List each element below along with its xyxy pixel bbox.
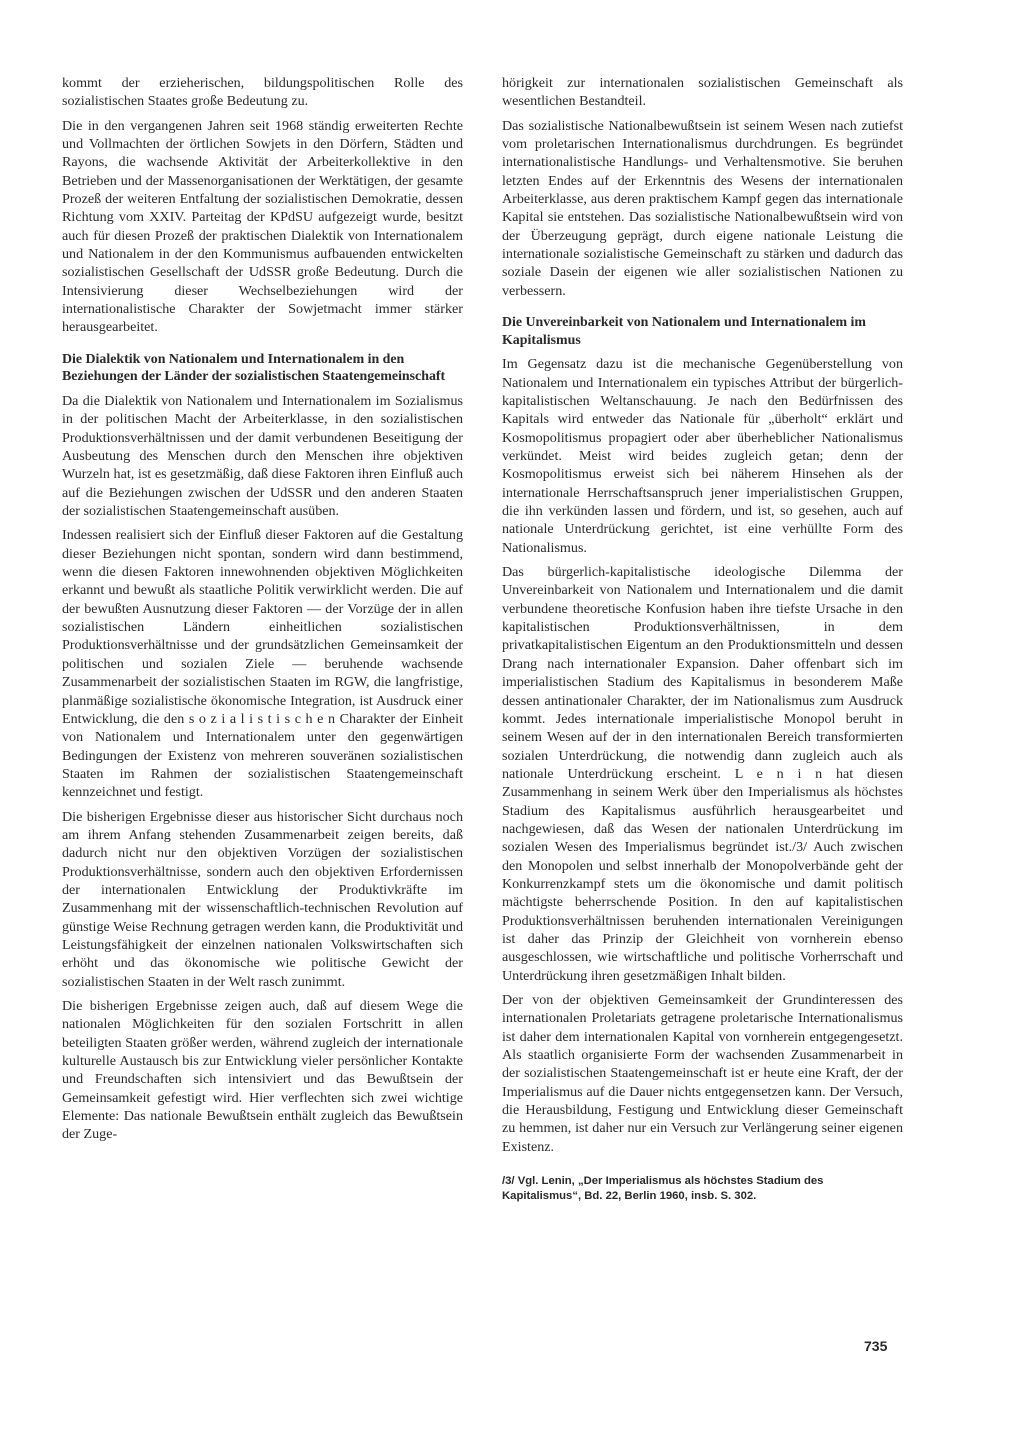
paragraph: Das sozialistische Nationalbewußtsein ist seinem Wesen nach zutiefst vom proletarischen Internationalismus durchdrungen. Es begründet internationalistische Handlungs- und Verhaltensmotive. Sie beruhen letzten Endes auf der Erkenntnis des Wesens der internationalen Arbeiterklasse, aus deren praktischem Kampf gegen das internationale Kapital sie entstehen. Das sozialistische Nationalbewußtsein wird von der Überzeugung geprägt, durch eigene nationale Leistung die internationale sozialistische Gemeinschaft zu stärken und dadurch das soziale Dasein der eigenen wie aller sozialistischen Nationen zu verbessern. [502, 117, 903, 299]
paragraph: Die bisherigen Ergebnisse dieser aus historischer Sicht durchaus noch am ihrem Anfang stehenden Zusammenarbeit zeigen bereits, daß dadurch nicht nur den objektiven Vorzügen der sozialistischen Produktionsverhältnisse, sondern auch den objektiven Erfordernissen der internationalen Entwicklung der Produktivkräfte im Zusammenhang mit der wissenschaftlich-technischen Revolution auf günstige Weise Rechnung getragen werden kann, die Produktivität und Leistungsfähigkeit der einzelnen nationalen Volkswirtschaften sich erhöht und das ökonomische wie politische Gewicht der sozialistischen Staaten in der Welt rasch zunimmt. [62, 808, 463, 990]
paragraph: Da die Dialektik von Nationalem und Internationalem im Sozialismus in der politischen Macht der Arbeiterklasse, in den sozialistischen Produktionsverhältnissen und der damit verbundenen Beseitigung der Ausbeutung des Menschen durch den Menschen ihre objektiven Wurzeln hat, ist es gesetzmäßig, daß diese Faktoren ihren Einfluß auch auf die Beziehungen zwischen der UdSSR und den anderen Staaten der sozialistischen Staatengemeinschaft ausüben. [62, 393, 463, 520]
section-heading: Die Unvereinbarkeit von Nationalem und Internationalem im Kapitalismus [502, 315, 866, 348]
paragraph: Das bürgerlich-kapitalistische ideologische Dilemma der Unvereinbarkeit von Nationalem und Internationalem und die damit verbundene theoretische Konfusion haben ihre tiefste Ursache in den kapitalistischen Produktionsverhältnissen, in dem privatkapitalistischen Eigentum an den Produktionsmitteln und dessen Drang nach internationaler Expansion. Daher offenbart sich im imperialistischen Stadium des Kapitalismus in besonderem Maße dessen antinationaler Charakter, der im Nationalismus zum Ausdruck kommt. Jedes internationale imperialistische Monopol beruht in seinem Wesen auf der in den internationalen Bereich transformierten sozialen Unterdrückung, die notwendig dann zugleich auch als nationale Unterdrückung erscheint. L e n i n hat diesen Zusammenhang in seinem Werk über den Imperialismus als höchstes Stadium des Kapitalismus ausführlich herausgearbeitet und nachgewiesen, daß das Wesen der nationalen Unterdrückung im sozialen Wesen des Imperialismus begründet ist./3/ Auch zwischen den Monopolen und selbst innerhalb der Monopolverbände geht der Konkurrenzkampf stets um die ökonomische und damit politisch mächtigste beherrschende Position. In den auf kapitalistischen Produktionsverhältnissen beruhenden internationalen Vereinigungen ist daher das Prinzip der Gleichheit von vornherein ebenso ausgeschlossen, wie wirtschaftliche und politische Vorherrschaft und Unterdrückung ihren gesetzmäßigen Inhalt bilden. [502, 564, 903, 984]
page-number: 735 [864, 1338, 888, 1354]
footnote: /3/ Vgl. Lenin, „Der Imperialismus als höchstes Stadium des Kapitalismus“, Bd. 22, Berlin 1960, insb. S. 302. [502, 1175, 824, 1203]
paragraph: hörigkeit zur internationalen sozialistischen Gemeinschaft als wesentlichen Bestandteil. [502, 75, 903, 110]
paragraph: kommt der erzieherischen, bildungspolitischen Rolle des sozialistischen Staates große Bedeutung zu. [62, 75, 463, 110]
right-column [502, 74, 903, 1204]
paragraph: Die in den vergangenen Jahren seit 1968 ständig erweiterten Rechte und Vollmachten der örtlichen Sowjets in den Dörfern, Städten und Rayons, die wachsende Aktivität der Arbeiterkollektive in den Betrieben und der Massenorganisationen der Werktätigen, der gesamte Prozeß der weiteren Entfaltung der sozialistischen Demokratie, dessen Richtung vom XXIV. Parteitag der KPdSU aufgezeigt wurde, besitzt auch für diesen Prozeß der praktischen Dialektik von Internationalem und Nationalem in der den Kommunismus aufbauenden entwickelten sozialistischen Gesellschaft der UdSSR große Bedeutung. Durch die Intensivierung dieser Wechselbeziehungen wird der internationalistische Charakter der Sowjetmacht immer stärker herausgearbeitet. [62, 117, 463, 336]
paragraph: Im Gegensatz dazu ist die mechanische Gegenüberstellung von Nationalem und Internationalem ein typisches Attribut der bürgerlich-kapitalistischen Weltanschauung. Je nach den Bedürfnissen des Kapitals wird entweder das Nationale für „überholt“ erklärt und Kosmopolitismus propagiert oder aber überheblicher Nationalismus verkündet. Meist wird beides zugleich getan; denn der Kosmopolitismus erweist sich bei näherem Hinsehen als der internationale Herrschaftsanspruch jener imperialistischen Gruppen, die ihn verkünden lassen und fördern, und ist, so gesehen, auch auf nationale Unterdrückung gerichtet, ist eine verhüllte Form des Nationalismus. [502, 356, 903, 556]
left-column [62, 74, 463, 1150]
paragraph: Die bisherigen Ergebnisse zeigen auch, daß auf diesem Wege die nationalen Möglichkeiten für den sozialen Fortschritt in allen beteiligten Staaten größer werden, während zugleich der internationale kulturelle Austausch bis zur Entwicklung vieler persönlicher Kontakte und Freundschaften sich intensiviert und das Bewußtsein der Gemeinsamkeit gefestigt wird. Hier verflechten sich zwei wichtige Elemente: Das nationale Bewußtsein enthält zugleich das Bewußtsein der Zuge- [62, 998, 463, 1143]
paragraph: Der von der objektiven Gemeinsamkeit der Grundinteressen des internationalen Proletariats getragene proletarische Internationalismus ist daher dem internationalen Kapital von vornherein entgegengesetzt. Als staatlich organisierte Form der wachsenden Zusammenarbeit in der sozialistischen Staatengemeinschaft ist er heute eine Kraft, der der Imperialismus auf die Dauer nichts entgegensetzen kann. Der Versuch, die Herausbildung, Festigung und Entwicklung dieser Gemeinschaft zu hemmen, ist daher nur ein Versuch zur Verlängerung seiner eigenen Existenz. [502, 992, 903, 1155]
section-heading: Die Dialektik von Nationalem und Internationalem in den Beziehungen der Länder der sozialistischen Staatengemeinschaft [62, 351, 446, 385]
paragraph: Indessen realisiert sich der Einfluß dieser Faktoren auf die Gestaltung dieser Beziehungen nicht spontan, sondern wird dann bestimmend, wenn die diesen Faktoren innewohnenden objektiven Möglichkeiten erkannt und bewußt als staatliche Politik verwirklicht werden. Die auf der bewußten Ausnutzung dieser Faktoren — der Vorzüge der in allen sozialistischen Ländern einheitlichen sozialistischen Produktionsverhältnisse und der grundsätzlichen Gemeinsamkeit der politischen und sozialen Ziele — beruhende wachsende Zusammenarbeit der sozialistischen Staaten im RGW, die langfristige, planmäßige sozialistische ökonomische Integration, ist Ausdruck einer Entwicklung, die den s o z i a l i s t i s c h e n Charakter der Einheit von Nationalem und Internationalem unter den gegenwärtigen Bedingungen der Existenz von mehreren souveränen sozialistischen Staaten im Rahmen der sozialistischen Staatengemeinschaft kennzeichnet und festigt. [62, 527, 463, 801]
